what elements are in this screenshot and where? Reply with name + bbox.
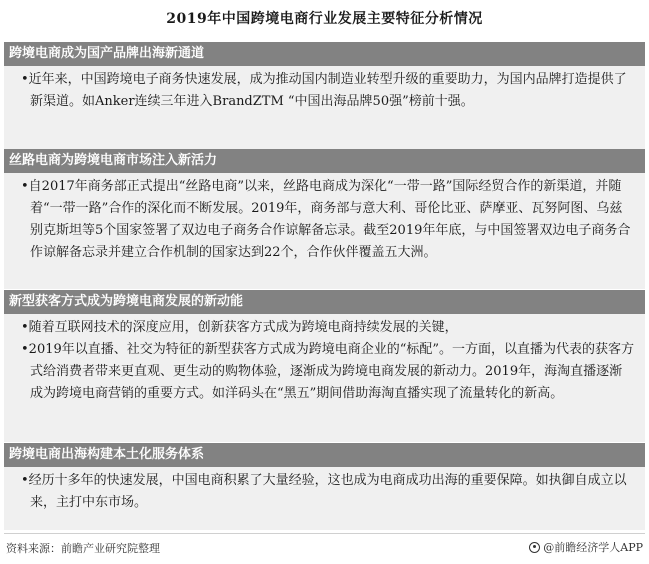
brand-label: @前瞻经济学人APP xyxy=(543,541,643,554)
bullet-item: •经历十多年的快速发展，中国电商积累了大量经验，这也成为电商成功出海的重要保障。如执御自成立以来，主打中东市场。 xyxy=(21,473,627,510)
section-body-4 xyxy=(4,467,645,530)
qianzhan-logo-icon xyxy=(529,542,540,553)
bullet-item: •随着互联网技术的深度应用，创新获客方式成为跨境电商持续发展的关键， xyxy=(21,320,458,335)
section-body-1 xyxy=(4,66,645,149)
section-header-2: 丝路电商为跨境电商市场注入新活力 xyxy=(4,149,645,173)
bullet-item: •2019年以直播、社交为特征的新型获客方式成为跨境电商企业的“标配”。一方面，以直播为代表的获客方式给消费者带来更直观、更生动的购物体验，逐渐成为跨境电商发展的新动力。2019年，海淘直播逐渐成为跨境电商营销的重要方式。如洋码头在“黑五”期间借助海淘直播实现了流量转化的新高。 xyxy=(21,342,635,401)
source-note: 资料来源：前瞻产业研究院整理 xyxy=(6,542,160,555)
page-title: 2019年中国跨境电商行业发展主要特征分析情况 xyxy=(166,11,483,27)
section-header-3: 新型获客方式成为跨境电商发展的新动能 xyxy=(4,290,645,314)
section-header-1: 跨境电商成为国产品牌出海新通道 xyxy=(4,42,645,66)
section-body-3 xyxy=(4,314,645,442)
bullet-item: •自2017年商务部正式提出“丝路电商”以来，丝路电商成为深化“一带一路”国际经贸合作的新渠道，并随着“一带一路”合作的深化而不断发展。2019年，商务部与意大利、哥伦比亚、萨摩亚、瓦努阿图、乌兹别克斯坦等5个国家签署了双边电子商务合作谅解备忘录。截至2019年年底，与中国签署双边电子商务合作谅解备忘录并建立合作机制的国家达到22个，合作伙伴覆盖五大洲。 xyxy=(21,179,631,260)
section-body-2 xyxy=(4,173,645,289)
footer-divider xyxy=(4,533,645,534)
brand-credit xyxy=(529,539,643,555)
bullet-item: •近年来，中国跨境电子商务快速发展，成为推动国内制造业转型升级的重要助力，为国内品牌打造提供了新渠道。如Anker连续三年进入BrandZTM “中国出海品牌50强”榜前十强。 xyxy=(21,72,627,109)
section-header-4: 跨境电商出海构建本土化服务体系 xyxy=(4,443,645,467)
